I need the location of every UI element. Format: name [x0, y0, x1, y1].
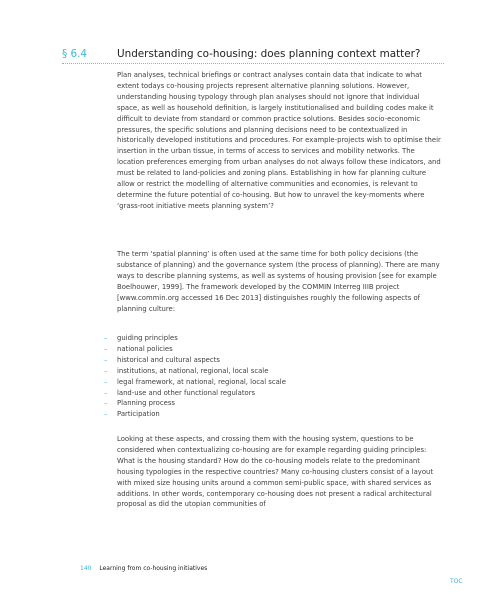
dash-bullet: – — [104, 334, 108, 342]
list-item — [104, 333, 444, 344]
page-number: 140 — [80, 565, 92, 572]
list-item — [104, 388, 444, 399]
dash-bullet: – — [104, 377, 108, 386]
dash-bullet: – — [104, 410, 108, 419]
list-item-text: guiding principles — [117, 334, 178, 342]
list-item-text: Planning process — [117, 399, 175, 408]
page-footer — [80, 565, 207, 572]
paragraph-text: The term ‘spatial planning’ is often used at the same time for both policy decisions (the substance of planning) and the governance system (the process of planning). There are many ways to describe planning systems, as well as systems of housing provision [see for example Boelhouwer, 1999]. The framework developed by the COMMIN Interreg IIIB project [www.commin.org accessed 16 Dec 2013] distinguishes roughly the following aspects of planning culture: — [117, 250, 440, 313]
list-item-text: historical and cultural aspects — [117, 355, 220, 364]
paragraph-text: Looking at these aspects, and crossing them with the housing system, questions to be considered when contextualizing co-housing are for example regarding guiding principles: What is the housing standard? How do the co-housing models relate to the predominant housing typologies in the respective countries? Many co-housing clusters consist of a layout with mixed size housing units around a common semi-public space, with shared services as additions. In other words, contemporary co-housing does not present a radical architectural proposal as did the utopian communities of — [117, 435, 434, 509]
section-number: § 6.4 — [62, 48, 88, 60]
list-item-text: national policies — [117, 344, 173, 353]
list-item-text: Participation — [117, 410, 160, 419]
list-item — [104, 398, 444, 409]
list-item — [104, 344, 444, 355]
list-item-text: institutions, at national, regional, local scale — [117, 366, 269, 375]
paragraph-text: Plan analyses, technical briefings or contract analyses contain data that indicate to what extent todays co-housing projects represent alternative planning solutions. However, understanding housing typology through plan analyses should not ignore that individual space, as well as household definition, is largely institutionalised and building codes make it difficult to deviate from standard or common practice solutions. Besides socio-economic pressures, the specific solutions and planning decisions need to be contextualized in historically developed institutions and procedures. For example-projects wish to optimise their insertion in the urban tissue, in terms of access to services and mobility networks. The location preferences emerging from urban analyses do not always follow these indicators, and must be related to land-policies and zoning plans. Establishing in how far planning culture allow or restrict the modelling of alternative communities and economies, is relevant to determine the future potential of co-housing. But how to unravel the key-moments where ‘grass-root initiative meets planning system’? — [117, 71, 441, 210]
dash-bullet: – — [104, 344, 108, 353]
dash-bullet: – — [104, 399, 108, 408]
body-paragraph-1 — [117, 70, 442, 212]
list-item-text: land-use and other functional regulators — [117, 388, 256, 397]
body-paragraph-2 — [117, 249, 442, 314]
list-item — [104, 366, 444, 377]
list-item-text: legal framework, at national, regional, local scale — [117, 377, 286, 386]
list-item — [104, 409, 444, 420]
section-title: Understanding co-housing: does planning context matter? — [117, 48, 421, 60]
header-dotted-rule — [62, 63, 444, 64]
list-item — [104, 377, 444, 388]
body-paragraph-3 — [117, 434, 442, 510]
list-item — [104, 355, 444, 366]
planning-culture-list — [104, 333, 444, 420]
dash-bullet: – — [104, 366, 108, 375]
dash-bullet: – — [104, 388, 108, 397]
toc-link[interactable]: TOC — [450, 578, 463, 585]
dash-bullet: – — [104, 355, 108, 364]
running-title: Learning from co-housing initiatives — [99, 565, 208, 572]
